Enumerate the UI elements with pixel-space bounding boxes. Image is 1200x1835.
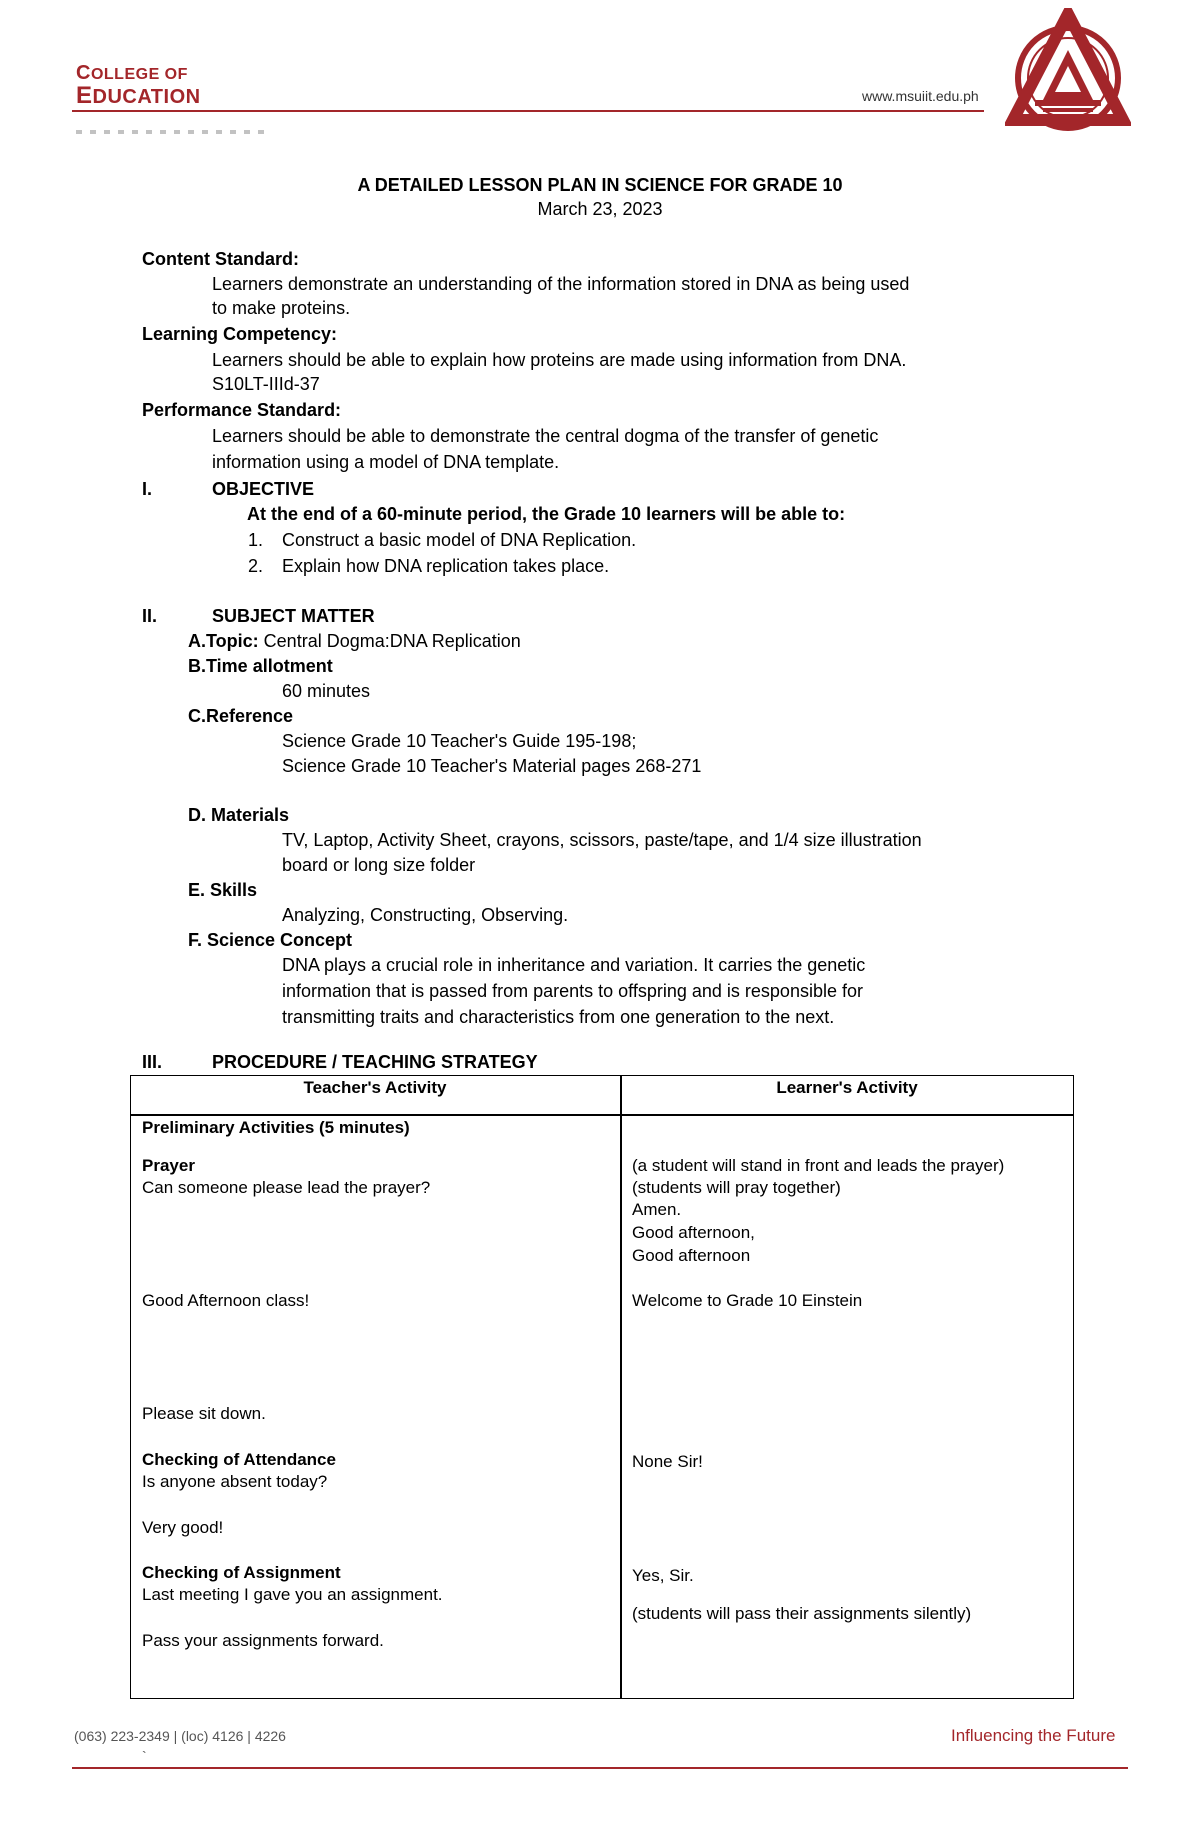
very-good-text: Very good! [142, 1518, 224, 1537]
learning-competency-code: S10LT-IIId-37 [212, 374, 320, 394]
website-url: www.msuiit.edu.ph [862, 88, 979, 104]
assignment-learner-text-1: Yes, Sir. [632, 1566, 694, 1585]
science-concept-label: F. Science Concept [188, 930, 353, 950]
performance-standard-text-2: information using a model of DNA template. [212, 452, 560, 472]
performance-standard-text-1: Learners should be able to demonstrate the central dogma of the transfer of genetic [212, 426, 879, 446]
assignment-heading: Checking of Assignment [142, 1563, 341, 1582]
greeting-teacher-text: Good Afternoon class! [142, 1291, 310, 1310]
footer-mark: ` [142, 1748, 147, 1764]
footer-phone: (063) 223-2349 | (loc) 4126 | 4226 [74, 1728, 286, 1744]
learning-competency-heading: Learning Competency: [142, 324, 338, 344]
assignment-learner-text-2: (students will pass their assignments silently) [632, 1604, 972, 1623]
college-name-line1: COLLEGE OF [76, 62, 188, 84]
materials-line-1: TV, Laptop, Activity Sheet, crayons, scissors, paste/tape, and 1/4 size illustration [282, 830, 922, 850]
prayer-learner-text-3: Amen. [632, 1200, 682, 1219]
reference-label: C.Reference [188, 706, 294, 726]
science-concept-line-1: DNA plays a crucial role in inheritance and variation. It carries the genetic [282, 955, 866, 975]
sit-down-text: Please sit down. [142, 1404, 266, 1423]
objective-heading: OBJECTIVE [212, 479, 315, 499]
subject-matter-numeral: II. [142, 606, 158, 626]
objective-item-number: 2. [248, 556, 264, 576]
attendance-learner-text: None Sir! [632, 1452, 703, 1471]
subject-matter-heading: SUBJECT MATTER [212, 606, 375, 626]
prayer-learner-text-4: Good afternoon, [632, 1223, 755, 1242]
content-standard-text-2: to make proteins. [212, 298, 351, 318]
skills-value: Analyzing, Constructing, Observing. [282, 905, 569, 925]
performance-standard-heading: Performance Standard: [142, 400, 342, 420]
procedure-heading: PROCEDURE / TEACHING STRATEGY [212, 1052, 538, 1072]
content-standard-heading: Content Standard: [142, 249, 299, 269]
topic-row [188, 629, 521, 653]
header-faint-text [76, 130, 266, 134]
objective-intro: At the end of a 60-minute period, the Grade 10 learners will be able to: [247, 504, 846, 524]
science-concept-line-3: transmitting traits and characteristics from one generation to the next. [282, 1007, 835, 1027]
procedure-numeral: III. [142, 1052, 163, 1072]
reference-line-1: Science Grade 10 Teacher's Guide 195-198; [282, 731, 637, 751]
assignment-teacher-text-2: Pass your assignments forward. [142, 1631, 384, 1650]
topic-value: Central Dogma:DNA Replication [263, 631, 521, 651]
teacher-activity-header: Teacher's Activity [303, 1078, 447, 1097]
preliminary-activities-heading: Preliminary Activities (5 minutes) [142, 1118, 410, 1137]
content-standard-text-1: Learners demonstrate an understanding of the information stored in DNA as being used [212, 274, 910, 294]
prayer-learner-text-2: (students will pray together) [632, 1178, 841, 1197]
time-allotment-label: B.Time allotment [188, 656, 333, 676]
science-concept-line-2: information that is passed from parents to offspring and is responsible for [282, 981, 863, 1001]
objective-numeral: I. [142, 479, 153, 499]
attendance-heading: Checking of Attendance [142, 1450, 336, 1469]
table-column-divider [620, 1075, 622, 1699]
attendance-teacher-text: Is anyone absent today? [142, 1472, 328, 1491]
page-title: A DETAILED LESSON PLAN IN SCIENCE FOR GRADE 10 [357, 175, 843, 195]
prayer-teacher-text: Can someone please lead the prayer? [142, 1178, 431, 1197]
topic-label: A.Topic: [188, 631, 259, 651]
materials-line-2: board or long size folder [282, 855, 476, 875]
table-header-divider [130, 1114, 1074, 1116]
assignment-teacher-text-1: Last meeting I gave you an assignment. [142, 1585, 443, 1604]
objective-item: Explain how DNA replication takes place. [282, 556, 610, 576]
materials-label: D. Materials [188, 805, 290, 825]
lesson-date: March 23, 2023 [537, 199, 663, 219]
objective-item-number: 1. [248, 530, 264, 550]
reference-line-2: Science Grade 10 Teacher's Material pages 268-271 [282, 756, 702, 776]
university-seal-icon [1005, 8, 1131, 134]
prayer-learner-text-1: (a student will stand in front and leads the prayer) [632, 1156, 1005, 1175]
footer-tagline: Influencing the Future [951, 1726, 1116, 1745]
time-allotment-value: 60 minutes [282, 681, 371, 701]
learning-competency-text-1: Learners should be able to explain how proteins are made using information from DNA. [212, 350, 907, 370]
learner-activity-header: Learner's Activity [776, 1078, 918, 1097]
greeting-learner-text: Welcome to Grade 10 Einstein [632, 1291, 863, 1310]
footer-divider [72, 1767, 1128, 1769]
prayer-heading: Prayer [142, 1156, 195, 1175]
objective-item: Construct a basic model of DNA Replication. [282, 530, 637, 550]
prayer-learner-text-5: Good afternoon [632, 1246, 751, 1265]
college-name-line2: EDUCATION [76, 82, 201, 109]
header-divider [72, 110, 984, 112]
skills-label: E. Skills [188, 880, 258, 900]
